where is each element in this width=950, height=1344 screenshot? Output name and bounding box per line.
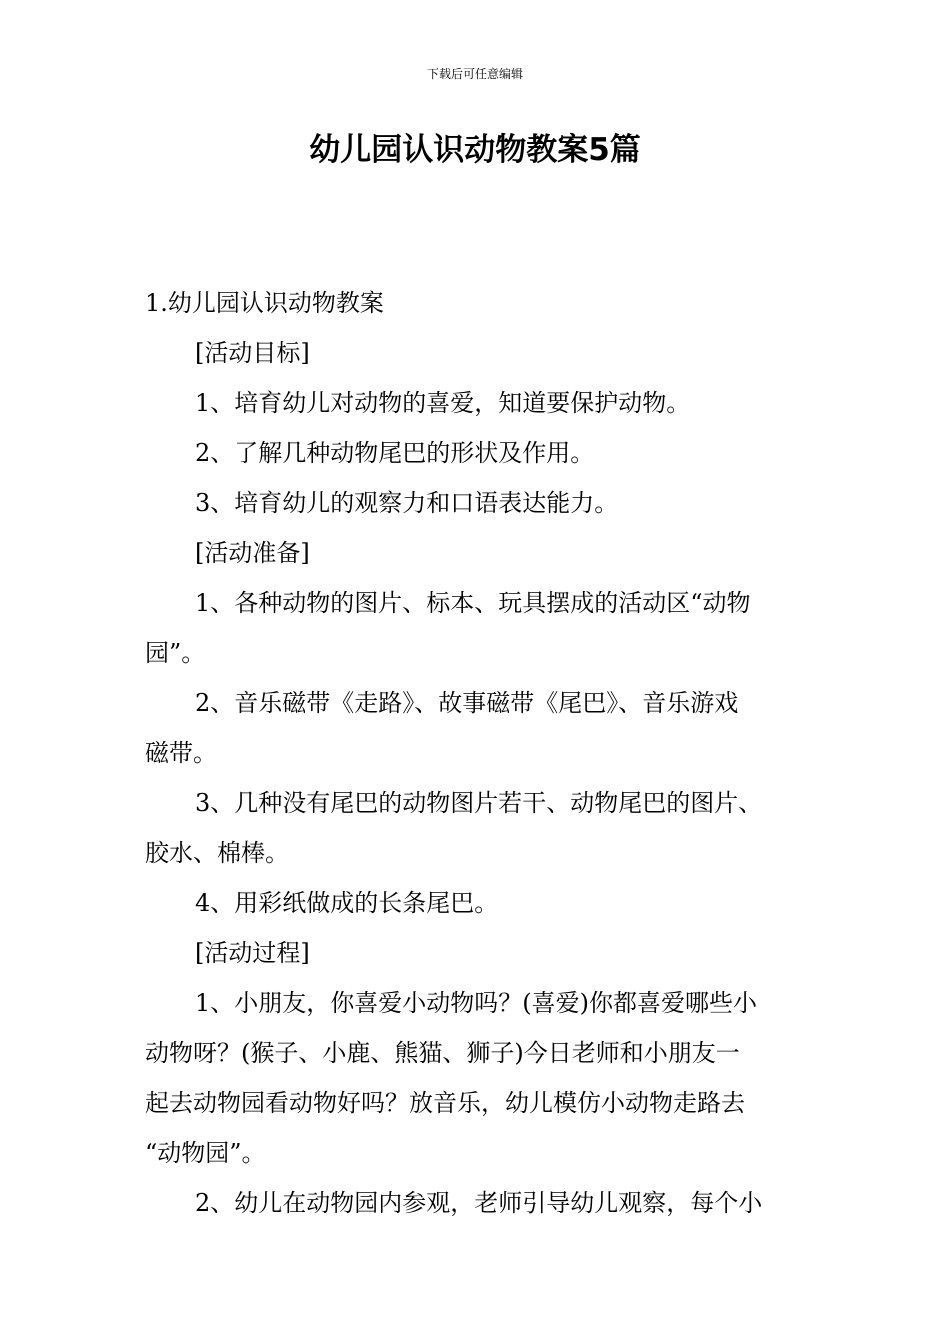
process-step-1: 1、小朋友，你喜爱小动物吗？(喜爱)你都喜爱哪些小: [195, 989, 757, 1017]
document-body: [145, 278, 805, 1228]
process-label: [活动过程]: [195, 939, 310, 967]
prep-item-3-continued: 胶水、棉棒。: [145, 839, 289, 867]
section-heading: 1.幼儿园认识动物教案: [145, 289, 384, 317]
prep-label: [活动准备]: [195, 539, 310, 567]
header-note: 下载后可任意编辑: [426, 67, 523, 81]
prep-item-2-continued: 磁带。: [145, 739, 217, 767]
page-title: 幼儿园认识动物教案5篇: [309, 132, 641, 168]
process-step-1-continued: 动物呀？(猴子、小鹿、熊猫、狮子)今日老师和小朋友一: [145, 1039, 740, 1067]
goals-label: [活动目标]: [195, 339, 310, 367]
prep-item-2: 2、音乐磁带《走路》、故事磁带《尾巴》、音乐游戏: [195, 689, 739, 717]
goal-item: 3、培育幼儿的观察力和口语表达能力。: [195, 489, 619, 517]
prep-item-4: 4、用彩纸做成的长条尾巴。: [195, 889, 499, 917]
prep-item-1: 1、各种动物的图片、标本、玩具摆成的活动区“动物: [195, 589, 751, 617]
prep-item-3: 3、几种没有尾巴的动物图片若干、动物尾巴的图片、: [195, 789, 763, 817]
process-step-2: 2、幼儿在动物园内参观，老师引导幼儿观察，每个小: [195, 1189, 763, 1217]
prep-item-1-continued: 园”。: [145, 639, 206, 667]
process-step-1-continued: 起去动物园看动物好吗？放音乐，幼儿模仿小动物走路去: [145, 1089, 745, 1117]
goal-item: 1、培育幼儿对动物的喜爱，知道要保护动物。: [195, 389, 691, 417]
goal-item: 2、了解几种动物尾巴的形状及作用。: [195, 439, 595, 467]
process-step-1-continued: “动物园”。: [145, 1139, 266, 1167]
